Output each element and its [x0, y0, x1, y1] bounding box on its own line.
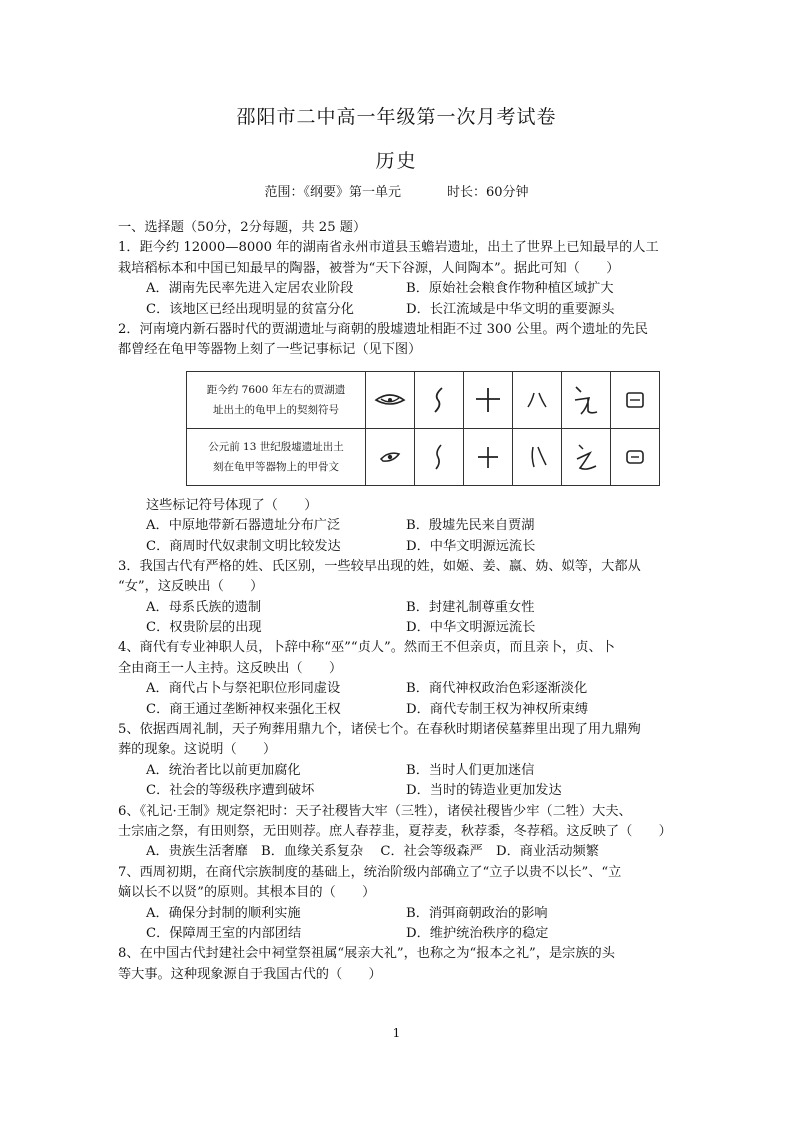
question-7-stem-line: 7、西周初期，在商代宗族制度的基础上，统治阶级内部确立了“立子以贵不以长”、“立: [118, 864, 622, 880]
option-a[interactable]: A．母系氏族的遗制: [146, 599, 262, 615]
question-5-stem-line: 5、依据西周礼制，天子殉葬用鼎九个，诸侯七个。在春秋时期诸侯墓葬里出现了用九鼎殉: [118, 722, 641, 738]
row-label-yinxu: 公元前 13 世纪殷墟遗址出土 刻在龟甲等器物上的甲骨文: [187, 428, 366, 485]
table-row: [187, 428, 660, 485]
option-b[interactable]: B．商代神权政治色彩逐渐淡化: [406, 681, 588, 697]
jiahu-eight-glyph-icon: [513, 371, 562, 428]
jiahu-box-glyph-icon: [611, 371, 660, 428]
option-b[interactable]: B．原始社会粮食作物种植区域扩大: [406, 281, 614, 297]
question-2-prompt: 这些标记符号体现了（ ）: [146, 497, 318, 513]
question-2-options-row: [118, 516, 686, 536]
option-c[interactable]: C．保障周王室的内部团结: [146, 925, 302, 941]
question-1-stem-line: 栽培稻标本和中国已知最早的陶器，被誉为“天下谷源，人间陶本”。据此可知（ ）: [118, 260, 620, 276]
question-8-stem-line: 8、在中国古代封建社会中祠堂祭祖属“展亲大礼”，也称之为“报本之礼”，是宗族的头: [118, 946, 615, 962]
question-6-stem-line: 士宗庙之祭，有田则祭，无田则荐。庶人春荐韭，夏荐麦，秋荐黍，冬荐稻。这反映了（ ）: [118, 823, 672, 839]
option-b[interactable]: B．当时人们更加迷信: [406, 762, 535, 778]
question-3-stem-line: “女”，这反映出（ ）: [118, 579, 264, 595]
question-1-options-row: [118, 300, 686, 320]
question-list: [118, 218, 686, 985]
option-b[interactable]: B．封建礼制尊重女性: [406, 599, 535, 615]
jiahu-nine-glyph-icon: [562, 371, 611, 428]
option-c[interactable]: C．权贵阶层的出现: [146, 620, 262, 636]
option-a[interactable]: A．湖南先民率先进入定居农业阶段: [146, 281, 354, 297]
option-c[interactable]: C．该地区已经出现明显的贫富分化: [146, 301, 354, 317]
option-d[interactable]: D．中华文明源远流长: [406, 538, 536, 554]
exam-subject: 历史: [375, 150, 418, 172]
option-a[interactable]: A．统治者比以前更加腐化: [146, 762, 301, 778]
option-d[interactable]: D．维护统治秩序的稳定: [406, 925, 549, 941]
option-a[interactable]: A．商代占卜与祭祀职位形同虚设: [146, 681, 341, 697]
question-3-options-row: [118, 618, 686, 638]
question-7-options-row: [118, 924, 686, 944]
question-4-stem-line: 全由商王一人主持。这反映出（ ）: [118, 660, 343, 676]
question-7-options-row: [118, 904, 686, 924]
question-5-stem-line: 葬的现象。这说明（ ）: [118, 742, 277, 758]
option-a[interactable]: A．确保分封制的顺利实施: [146, 905, 301, 921]
symbol-comparison-table: [186, 371, 686, 486]
page-number: 1: [392, 1026, 401, 1040]
oracle-stroke-glyph-icon: [415, 428, 464, 485]
option-b[interactable]: B．消弭商朝政治的影响: [406, 905, 548, 921]
question-5-options-row: [118, 781, 686, 801]
question-2-stem-line: 都曾经在龟甲等器物上刻了一些记事标记（见下图）: [118, 342, 422, 358]
question-2-options-row: [118, 537, 686, 557]
option-d[interactable]: D．中华文明源远流长: [406, 620, 536, 636]
exam-scope: 范围：《纲要》第一单元: [264, 185, 401, 200]
oracle-eight-glyph-icon: [513, 428, 562, 485]
row-label-jiahu: 距今约 7600 年左右的贾湖遗 址出土的龟甲上的契刻符号: [187, 371, 366, 428]
option-b[interactable]: B．殷墟先民来自贾湖: [406, 518, 535, 534]
oracle-eye-glyph-icon: [366, 428, 415, 485]
option-a[interactable]: A．中原地带新石器遗址分布广泛: [146, 518, 341, 534]
oracle-nine-glyph-icon: [562, 428, 611, 485]
question-6-stem-line: 6、《礼记·王制》规定祭祀时：天子社稷皆大牢（三牲），诸侯社稷皆少牢（二牲）大夫、: [118, 803, 632, 819]
jiahu-eye-glyph-icon: [366, 371, 415, 428]
question-2-stem-line: 2．河南境内新石器时代的贾湖遗址与商朝的殷墟遗址相距不过 300 公里。两个遗址的先民: [118, 321, 648, 337]
option-d[interactable]: D．当时的铸造业更加发达: [406, 783, 562, 799]
question-6-options-row[interactable]: A．贵族生活奢靡 B．血缘关系复杂 C．社会等级森严 D．商业活动频繁: [146, 844, 599, 860]
option-c[interactable]: C．商王通过垄断神权来强化王权: [146, 701, 341, 717]
question-8-stem-line: 等大事。这种现象源自于我国古代的（ ）: [118, 966, 382, 982]
option-c[interactable]: C．商周时代奴隶制文明比较发达: [146, 538, 341, 554]
question-7-stem-line: 嫡以长不以贤”的原则。其根本目的（ ）: [118, 885, 376, 901]
question-5-options-row: [118, 761, 686, 781]
jiahu-cross-glyph-icon: [464, 371, 513, 428]
question-1-options-row: [118, 279, 686, 299]
option-d[interactable]: D．长江流域是中华文明的重要源头: [406, 301, 615, 317]
question-1-stem-line: 1．距今约 12000—8000 年的湖南省永州市道县玉蟾岩遗址，出土了世界上已知最早的人工: [118, 240, 659, 256]
table-row: [187, 371, 660, 428]
jiahu-stroke-glyph-icon: [415, 371, 464, 428]
section-heading: 一、选择题（50分，2分每题，共 25 题）: [118, 220, 367, 235]
question-4-options-row: [118, 700, 686, 720]
question-4-options-row: [118, 679, 686, 699]
exam-title: 邵阳市二中高一年级第一次月考试卷: [236, 106, 557, 128]
oracle-cross-glyph-icon: [464, 428, 513, 485]
question-3-stem-line: 3．我国古代有严格的姓、氏区别，一些较早出现的姓，如姬、姜、嬴、妫、姒等，大都从: [118, 558, 641, 574]
option-d[interactable]: D．商代专制王权为神权所束缚: [406, 701, 589, 717]
exam-duration: 时长：60分钟: [446, 185, 529, 200]
question-4-stem-line: 4、商代有专业神职人员，卜辞中称“巫”“贞人”。然而王不但亲贞，而且亲卜，贞、卜: [118, 640, 615, 656]
exam-meta: [0, 181, 793, 200]
oracle-box-glyph-icon: [611, 428, 660, 485]
question-3-options-row: [118, 598, 686, 618]
option-c[interactable]: C．社会的等级秩序遭到破坏: [146, 783, 315, 799]
